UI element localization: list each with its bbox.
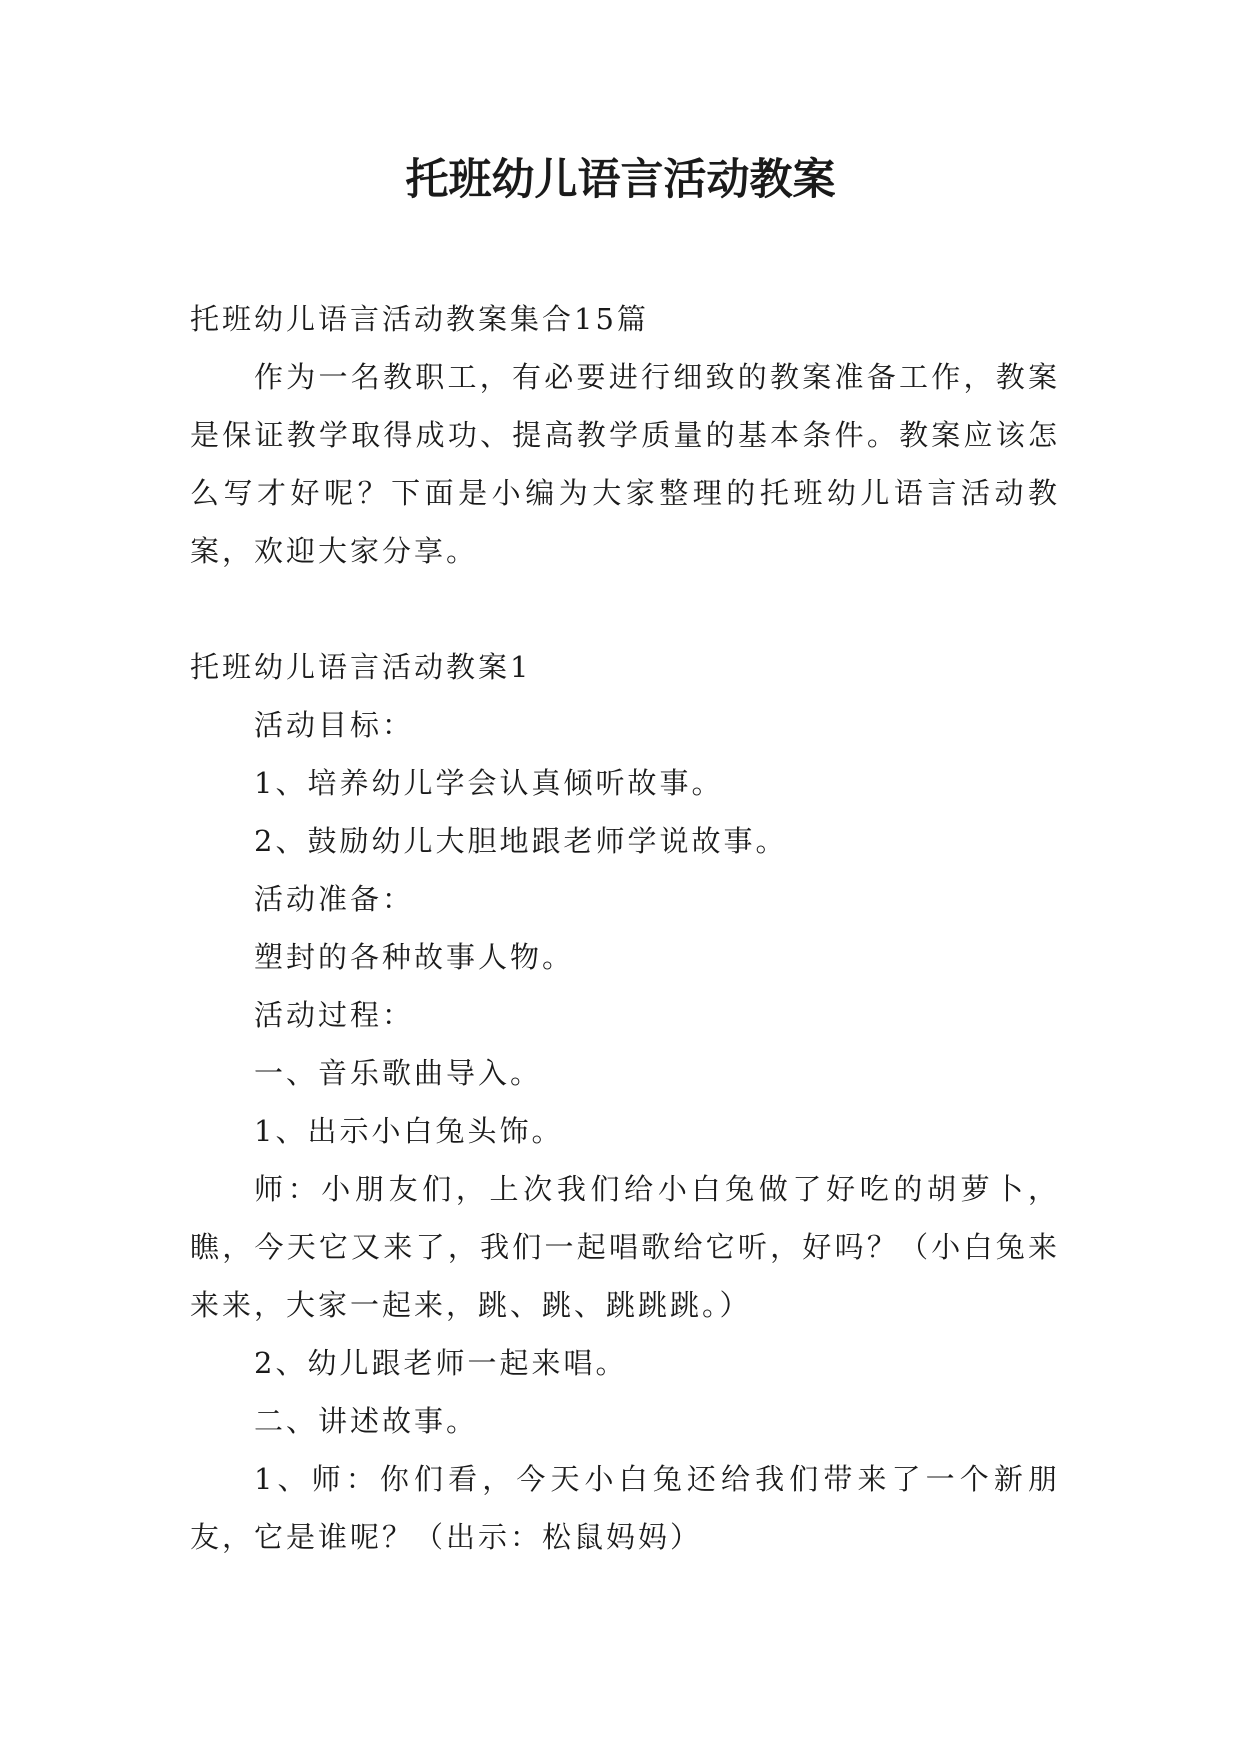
paragraph-process-label: 活动过程： [254,998,415,1032]
paragraph-preparation: 塑封的各种故事人物。 [254,940,575,974]
collection-heading: 托班幼儿语言活动教案集合15篇 [190,302,649,336]
section-heading: 托班幼儿语言活动教案1 [190,650,532,684]
paragraph-preparation-label: 活动准备： [254,882,415,916]
paragraph-step-two-1: 1、师：你们看，今天小白兔还给我们带来了一个新朋友，它是谁呢？（出示：松鼠妈妈） [190,1462,1060,1554]
paragraph-step-one: 一、音乐歌曲导入。 [254,1056,543,1090]
paragraph-step-one-1: 1、出示小白兔头饰。 [254,1114,564,1148]
paragraph-objectives-label: 活动目标： [254,708,415,742]
document-body [190,290,1060,1566]
paragraph-step-one-2: 2、幼儿跟老师一起来唱。 [254,1346,628,1380]
paragraph-step-two: 二、讲述故事。 [254,1404,479,1438]
intro-paragraph: 作为一名教职工，有必要进行细致的教案准备工作，教案是保证教学取得成功、提高教学质量的基本条件。教案应该怎么写才好呢？下面是小编为大家整理的托班幼儿语言活动教案，欢迎大家分享。 [190,360,1060,568]
paragraph-objective-1: 1、培养幼儿学会认真倾听故事。 [254,766,724,800]
document-title: 托班幼儿语言活动教案 [405,155,836,205]
section-spacer [190,580,1060,638]
paragraph-objective-2: 2、鼓励幼儿大胆地跟老师学说故事。 [254,824,788,858]
paragraph-teacher-dialogue: 师：小朋友们，上次我们给小白兔做了好吃的胡萝卜，瞧，今天它又来了，我们一起唱歌给它听，好吗？（小白兔来来来，大家一起来，跳、跳、跳跳跳。） [190,1172,1060,1322]
